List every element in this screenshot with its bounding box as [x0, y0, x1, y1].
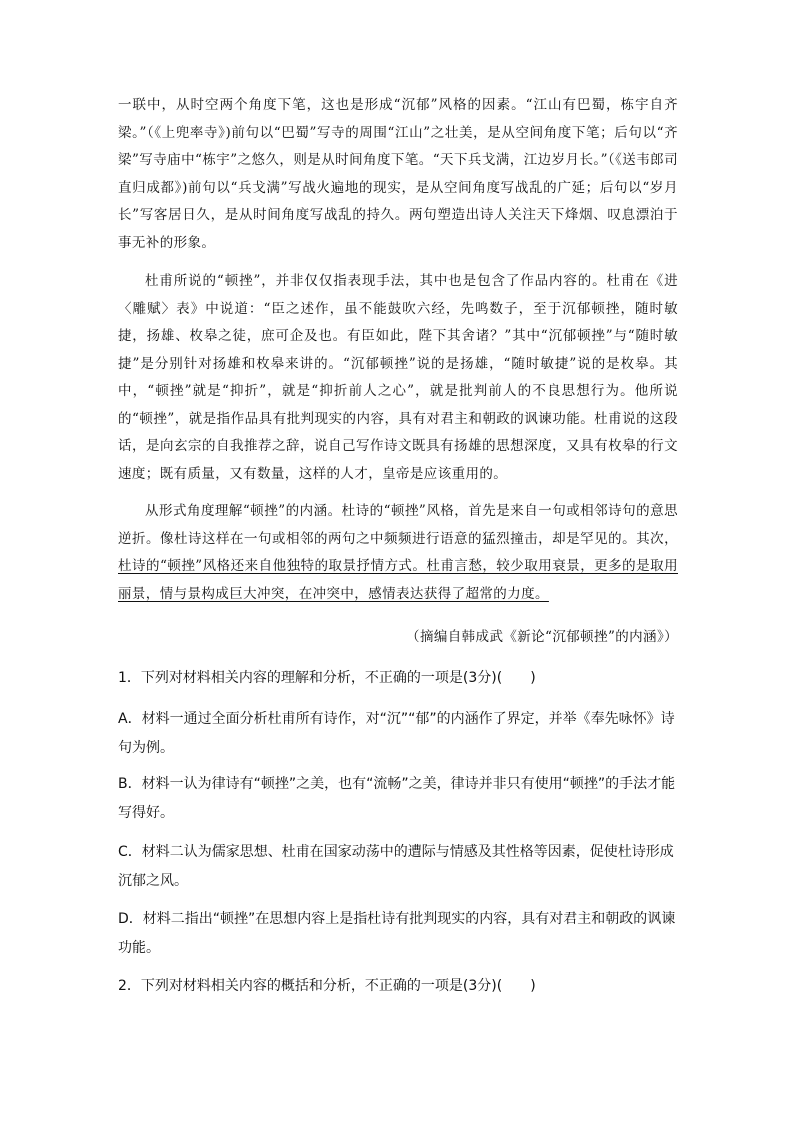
passage-paragraph-1: 一联中，从时空两个角度下笔，这也是形成“沉郁”风格的因素。“江山有巴蜀，栋宇自齐梁。”（《上兜率寺》)前句以“巴蜀”写寺的周围“江山”之壮美，是从空间角度下笔；后句以“齐梁”写寺庙中“栋宇”之悠久，则是从时间角度下笔。“天下兵戈满，江边岁月长。”（《送韦郎司直归成都》)前句以“兵戈满”写战火遍地的现实，是从空间角度写战乱的广延；后句以“岁月长”写客居日久，是从时间角度写战乱的持久。两句塑造出诗人关注天下烽烟、叹息漂泊于事无补的形象。: [118, 97, 678, 251]
passage-paragraph-3: [118, 498, 678, 608]
paragraph-3-text: 从形式角度理解“顿挫”的内涵。杜诗的“顿挫”风格，首先是来自一句或相邻诗句的意思逆折。像杜诗这样在一句或相邻的两句之中频频进行语意的猛烈撞击，却是罕见的。其次，: [118, 503, 678, 547]
question-2: 2．下列对材料相关内容的概括和分析，不正确的一项是(3分)( ): [118, 978, 536, 994]
question-1-option-d: D．材料二指出“顿挫”在思想内容上是指杜诗有批判现实的内容，具有对君主和朝政的讽谏功能。: [118, 911, 676, 956]
question-1: 1．下列对材料相关内容的理解和分析，不正确的一项是(3分)( ): [118, 670, 536, 686]
passage-paragraph-2: 杜甫所说的“顿挫”，并非仅仅指表现手法，其中也是包含了作品内容的。杜甫在《进〈雕赋〉表》中说道：“臣之述作，虽不能鼓吹六经，先鸣数子，至于沉郁顿挫，随时敏捷，扬雄、枚皋之徒，庶可企及也。有臣如此，陛下其舍诸？”其中“沉郁顿挫”与“随时敏捷”是分别针对扬雄和枚皋来讲的。“沉郁顿挫”说的是扬雄，“随时敏捷”说的是枚皋。其中，“顿挫”就是“抑折”，就是“抑折前人之心”，就是批判前人的不良思想行为。他所说的“顿挫”，就是指作品具有批判现实的内容，具有对君主和朝政的讽谏功能。杜甫说的这段话，是向玄宗的自我推荐之辞，说自己写作诗文既具有扬雄的思想深度，又具有枚皋的行文速度；既有质量，又有数量，这样的人才，皇帝是应该重用的。: [118, 273, 678, 482]
question-1-option-c: C．材料二认为儒家思想、杜甫在国家动荡中的遭际与情感及其性格等因素，促使杜诗形成沉郁之风。: [118, 844, 674, 889]
question-1-option-a: A．材料一通过全面分析杜甫所有诗作，对“沉”“郁”的内涵作了界定，并举《奉先咏怀》诗句为例。: [118, 711, 675, 756]
underlined-sentence: 杜诗的“顿挫”风格还来自他独特的取景抒情方式。杜甫言愁，较少取用衰景，更多的是取用丽景，情与景构成巨大冲突，在冲突中，感情表达获得了超常的力度。: [118, 558, 678, 602]
question-1-option-b: B．材料一认为律诗有“顿挫”之美，也有“流畅”之美，律诗并非只有使用“顿挫”的手法才能写得好。: [118, 776, 676, 821]
source-citation: （摘编自韩成武《新论“沉郁顿挫”的内涵》）: [406, 629, 678, 645]
